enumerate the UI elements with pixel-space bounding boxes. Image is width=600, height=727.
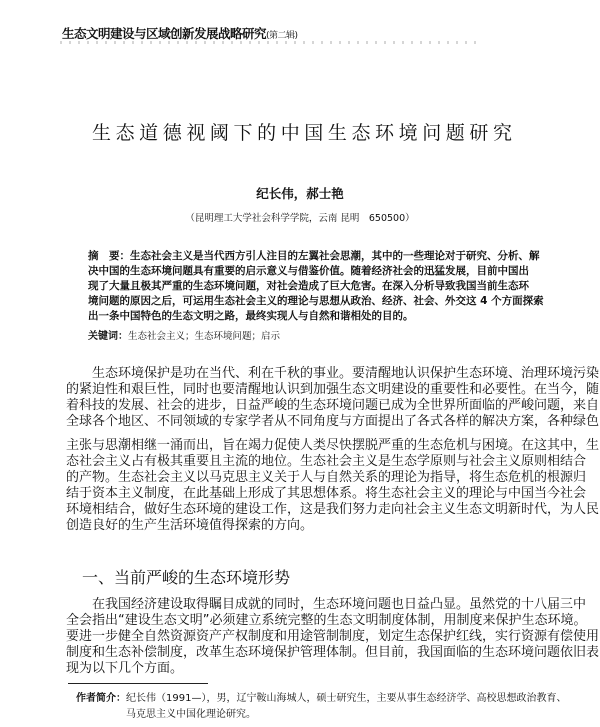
running-header-volume: (第二辑) [266, 31, 298, 41]
footnote-line [76, 691, 566, 707]
body-line: 态社会主义占有极其重要且主流的地位。生态社会主义是生态学原则与社会主义原则相结合 [66, 454, 587, 469]
body-line: 创造良好的生产生活环境值得探索的方向。 [66, 518, 314, 533]
body-line: 的产物。生态社会主义以马克思主义关于人与自然关系的理论为指导，将生态危机的根源归 [66, 470, 587, 485]
abstract-line: 境问题的原因之后，可运用生态社会主义的理论与思想从政治、经济、社会、外交这 4 个方面探索 [88, 295, 544, 307]
article-title: 生态道德视阈下的中国生态环境问题研究 [92, 122, 512, 144]
keywords-text: 生态社会主义；生态环境问题；启示 [128, 331, 281, 342]
body-line: 环境相结合，做好生态环境的建设工作，这是我们努力走向社会主义生态文明新时代，为人民 [66, 502, 600, 517]
body-line: 主张与思潮相继一涌而出，旨在竭力促使人类尽快摆脱严重的生态危机与困境。在这其中，生 [66, 438, 600, 453]
abstract-line: 决中国的生态环境问题具有重要的启示意义与借鉴价值。随着经济社会的迅猛发展，目前中国出 [88, 265, 529, 277]
footnote-divider [68, 683, 208, 684]
article-authors: 纪长伟，郝士艳 [256, 186, 344, 201]
scan-noise-divider [60, 41, 480, 44]
running-header-title: 生态文明建设与区域创新发展战略研究 [62, 26, 267, 41]
running-header [62, 24, 298, 42]
keywords [88, 327, 280, 342]
abstract-line: 出一条中国特色的生态文明之路，最终实现人与自然和谐相处的目的。 [88, 310, 414, 322]
body-line: 全会指出“建设生态文明”必须建立系统完整的生态文明制度体制，用制度来保护生态环境。 [66, 613, 587, 628]
body-line: 结于资本主义制度，在此基础上形成了其思想体系。将生态社会主义的理论与中国当今社会 [66, 486, 587, 501]
body-line: 在我国经济建设取得瞩目成就的同时，生态环境问题也日益凸显。虽然党的十八届三中 [66, 597, 587, 612]
body-line: 现为以下几个方面。 [66, 661, 184, 676]
abstract-label: 摘 要： [88, 250, 130, 262]
body-line: 要进一步健全自然资源资产产权制度和用途管制制度，划定生态保护红线，实行资源有偿使用 [66, 629, 600, 644]
body-line: 全球各个地区、不同领域的专家学者从不同角度与方面提出了各式各样的解决方案，各种绿色 [66, 414, 600, 429]
footnote-label: 作者简介： [76, 693, 126, 704]
article-affiliation: （昆明理工大学社会科学学院，云南 昆明 650500） [185, 213, 415, 224]
footnote-text: 纪长伟（1991—），男，辽宁鞍山海城人，硕士研究生，主要从事生态经济学、高校思想政治教育、 [126, 693, 567, 704]
footnote-line: 马克思主义中国化理论研究。 [126, 709, 256, 720]
abstract-line [88, 249, 540, 264]
keywords-label: 关键词： [88, 331, 128, 342]
abstract-line: 现了大量且极其严重的生态环境问题，对社会造成了巨大危害。在深入分析导致我国当前生态环 [88, 280, 529, 292]
abstract-text: 生态社会主义是当代西方引人注目的左翼社会思潮，其中的一些理论对于研究、分析、解 [130, 250, 540, 262]
body-line: 的紧迫性和艰巨性，同时也要清醒地认识到加强生态文明建设的重要性和必要性。在当今，随 [66, 382, 600, 397]
body-line: 着科技的发展、社会的进步，日益严峻的生态环境问题已成为全世界所面临的严峻问题，来自 [66, 398, 600, 413]
body-line: 生态环境保护是功在当代、利在千秋的事业。要清醒地认识保护生态环境、治理环境污染 [66, 366, 600, 381]
body-line: 制度和生态补偿制度，改革生态环境保护管理体制。但目前，我国面临的生态环境问题依旧表 [66, 645, 600, 660]
section-heading: 一、当前严峻的生态环境形势 [82, 568, 291, 587]
